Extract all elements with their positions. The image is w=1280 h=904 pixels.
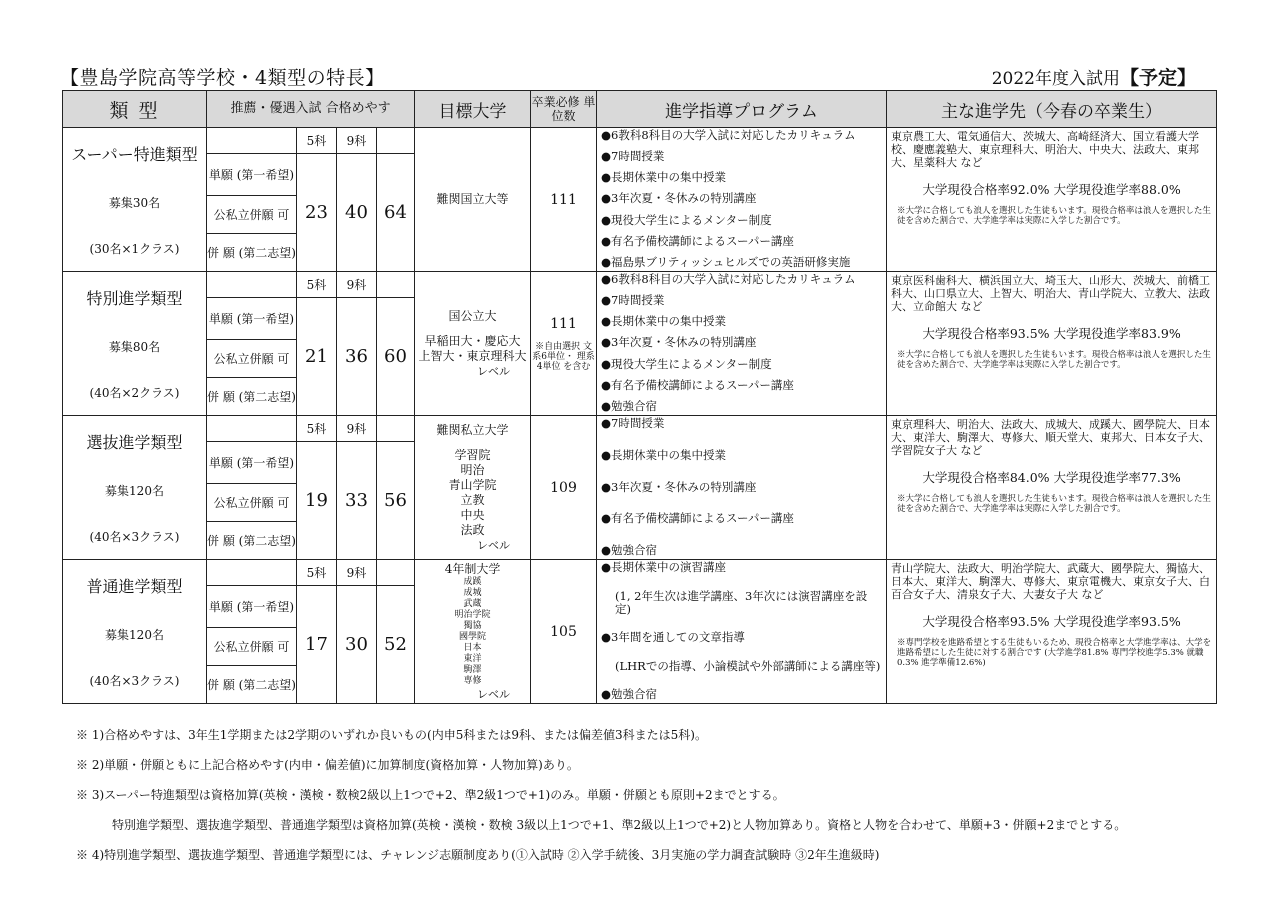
units-cell <box>531 560 597 704</box>
destinations-cell <box>887 560 1217 704</box>
target-university: 早稲田大・慶応大 <box>424 333 521 348</box>
program-cell <box>597 416 887 560</box>
target-university: 國學院 <box>459 631 487 642</box>
score-dev: 60 <box>377 298 415 416</box>
page-title: 【豊島学院高等学校・4類型の特長】 <box>60 67 385 89</box>
rate-note: ※大学に合格しても浪人を選択した生徒もいます。現役合格率は浪人を選択した生徒を含めた割合で、大学進学率は実際に入学した割合です。 <box>897 494 1211 514</box>
program-item: ●福島県ブリティッシュヒルズでの英語研修実施 <box>601 254 851 269</box>
program-item: ●長期休業中の集中授業 <box>601 447 727 462</box>
app-combined: 併 願 (第二志望) <box>207 522 297 560</box>
pass-rate: 大学現役合格率93.5% 大学現役進学率83.9% <box>922 326 1181 341</box>
app-combined: 併 願 (第二志望) <box>207 234 297 272</box>
rate-note: ※大学に合格しても浪人を選択した生徒もいます。現役合格率は浪人を選択した生徒を含めた割合で、大学進学率は実際に入学した割合です。 <box>897 350 1211 370</box>
destinations-list: 東京医科歯科大、横浜国立大、埼玉大、山形大、茨城大、前橋工科大、山口県立大、上智大、明治大、青山学院大、立教大、法政大、立命館大 など <box>891 274 1211 313</box>
app-single: 単願 (第一希望) <box>207 154 297 196</box>
target-university: 成蹊 <box>463 576 482 587</box>
program-item: ●有名予備校講師によるスーパー講座 <box>601 377 794 392</box>
blank-cell <box>207 128 297 154</box>
rate-note: ※専門学校を進路希望とする生徒もいるため、現役合格率と大学進学率は、大学を進路希望にした生徒に対する割合です (大学進学81.8% 専門学校進学5.3% 就職0.3% 進学準備12.6%) <box>897 638 1212 668</box>
program-item: ●勉強合宿 <box>601 398 658 413</box>
program-item: ●3年次夏・冬休みの特別講座 <box>601 479 757 494</box>
footnote: ※ 2)単願・併願ともに上記合格めやす(内申・偏差値)に加算制度(資格加算・人物加算)あり。 <box>76 758 579 772</box>
target-university: 4年制大学 <box>444 561 501 576</box>
footnote: ※ 4)特別進学類型、選抜進学類型、普通進学類型には、チャレンジ志願制度あり(①入試時 ②入学手続後、3月実施の学力調査試験時 ③2年生進級時) <box>76 848 880 862</box>
target-university: 明治学院 <box>454 609 491 620</box>
app-single: 単願 (第一希望) <box>207 442 297 484</box>
blank-cell <box>207 560 297 586</box>
course-type-cell <box>63 560 207 704</box>
header-target: 目標大学 <box>415 91 531 128</box>
course-name: 特別進学類型 <box>86 289 183 309</box>
header-criteria: 推薦・優遇入試 合格めやす <box>207 91 415 128</box>
program-item: ●7時間授業 <box>601 149 665 164</box>
footnote: ※ 3)スーパー特進類型は資格加算(英検・漢検・数検2級以上1つで+2、準2級1つで+1)のみ。単願・併願とも原則+2までとする。 <box>76 788 785 802</box>
score-s5: 19 <box>297 442 337 560</box>
program-item: ●3年間を通しての文章指導 <box>601 630 745 644</box>
target-university: 法政 <box>460 522 485 537</box>
target-university: 難関私立大学 <box>436 422 509 437</box>
program-item: ●3年次夏・冬休みの特別講座 <box>601 335 757 350</box>
footnote: 特別進学類型、選抜進学類型、普通進学類型は資格加算(英検・漢検・数検 3級以上1つで+1、準2級以上1つで+2)と人物加算あり。資格と人物を合わせて、単願+3・併願+2までとする。 <box>112 818 1127 832</box>
score-s9: 36 <box>337 298 377 416</box>
subtitle-year: 2022年度入試用 <box>991 69 1120 89</box>
target-university: 難関国立大等 <box>436 192 509 206</box>
score-s5: 23 <box>297 154 337 272</box>
course-row <box>63 560 1217 586</box>
target-university: 武蔵 <box>463 598 482 609</box>
program-cell <box>597 560 887 704</box>
target-university: 日本 <box>463 642 482 653</box>
program-item: ●長期休業中の集中授業 <box>601 314 727 329</box>
page-subtitle <box>992 63 1196 90</box>
program-item: (1, 2年生次は進学講座、3年次には演習講座を設定) <box>615 588 868 616</box>
score-s9: 30 <box>337 586 377 704</box>
program-item: ●現役大学生によるメンター制度 <box>601 356 772 371</box>
blank-cell <box>377 128 415 154</box>
score-s5: 17 <box>297 586 337 704</box>
target-university: 国公立大 <box>448 308 497 323</box>
course-classes: (40名×2クラス) <box>89 385 180 400</box>
units-note: ※自由選択 文系6単位・ 理系4単位 を含む <box>532 341 595 372</box>
score-dev: 52 <box>377 586 415 704</box>
program-item: ●勉強合宿 <box>601 687 658 701</box>
blank-cell <box>377 560 415 586</box>
app-public: 公私立併願 可 <box>207 628 297 666</box>
destinations-cell <box>887 128 1217 272</box>
target-university: 東洋 <box>463 653 482 664</box>
course-name: スーパー特進類型 <box>71 145 198 165</box>
destinations-cell <box>887 416 1217 560</box>
app-single: 単願 (第一希望) <box>207 298 297 340</box>
subject-9-label: 9科 <box>337 128 377 154</box>
app-public: 公私立併願 可 <box>207 340 297 378</box>
blank-cell <box>207 416 297 442</box>
app-public: 公私立併願 可 <box>207 484 297 522</box>
course-row <box>63 416 1217 442</box>
program-item: ●6教科8科目の大学入試に対応したカリキュラム <box>601 272 856 286</box>
program-item: ●6教科8科目の大学入試に対応したカリキュラム <box>601 128 856 142</box>
header-type: 類 型 <box>63 91 207 128</box>
course-row <box>63 128 1217 154</box>
app-combined: 併 願 (第二志望) <box>207 378 297 416</box>
course-recruit: 募集30名 <box>108 195 161 210</box>
program-item: ●現役大学生によるメンター制度 <box>601 212 772 227</box>
blank-cell <box>207 272 297 298</box>
target-university: 学習院 <box>454 447 491 462</box>
program-item: ●有名予備校講師によるスーパー講座 <box>601 233 794 248</box>
target-university: 専修 <box>463 675 482 686</box>
score-s9: 33 <box>337 442 377 560</box>
target-university: 成城 <box>463 587 482 598</box>
course-name: 普通進学類型 <box>86 577 183 597</box>
target-university: 立教 <box>460 492 485 507</box>
course-row <box>63 272 1217 298</box>
target-university: 中央 <box>460 507 485 522</box>
rate-note: ※大学に合格しても浪人を選択した生徒もいます。現役合格率は浪人を選択した生徒を含めた割合で、大学進学率は実際に入学した割合です。 <box>897 206 1211 226</box>
subtitle-tag: 【予定】 <box>1119 67 1196 89</box>
score-s9: 40 <box>337 154 377 272</box>
header-units: 卒業必修 単位数 <box>531 91 597 128</box>
course-type-cell <box>63 272 207 416</box>
target-level: レベル <box>477 364 511 378</box>
pass-rate: 大学現役合格率84.0% 大学現役進学率77.3% <box>922 470 1181 485</box>
subject-5-label: 5科 <box>297 128 337 154</box>
units-value: 111 <box>550 315 577 332</box>
subject-5-label: 5科 <box>297 560 337 586</box>
subject-5-label: 5科 <box>297 272 337 298</box>
units-value: 109 <box>550 479 577 496</box>
units-value: 111 <box>550 191 577 208</box>
program-item: (LHRでの指導、小論模試や外部講師による講座等) <box>615 658 881 673</box>
program-item: ●勉強合宿 <box>601 543 658 557</box>
program-item: ●7時間授業 <box>601 293 665 308</box>
target-level: レベル <box>477 538 511 552</box>
subject-9-label: 9科 <box>337 272 377 298</box>
program-item: ●7時間授業 <box>601 416 665 430</box>
program-item: ●長期休業中の演習講座 <box>601 560 727 574</box>
app-combined: 併 願 (第二志望) <box>207 666 297 704</box>
course-name: 選抜進学類型 <box>86 433 183 453</box>
program-item: ●有名予備校講師によるスーパー講座 <box>601 511 794 526</box>
course-table <box>62 90 1217 704</box>
units-cell <box>531 416 597 560</box>
footnotes <box>76 720 1126 870</box>
header-destinations: 主な進学先（今春の卒業生） <box>887 91 1217 128</box>
blank-cell <box>377 272 415 298</box>
subject-9-label: 9科 <box>337 416 377 442</box>
course-recruit: 募集120名 <box>105 483 164 498</box>
program-cell <box>597 128 887 272</box>
target-level: レベル <box>477 687 511 701</box>
target-university: 獨協 <box>463 620 482 631</box>
target-university-cell <box>415 128 531 272</box>
score-dev: 64 <box>377 154 415 272</box>
app-public: 公私立併願 可 <box>207 196 297 234</box>
footnote: ※ 1)合格めやすは、3年生1学期または2学期のいずれか良いもの(内申5科または9科、または偏差値3科または5科)。 <box>76 728 707 742</box>
target-university-cell <box>415 416 531 560</box>
table-header <box>63 91 1217 128</box>
course-type-cell <box>63 416 207 560</box>
units-cell <box>531 272 597 416</box>
target-university: 明治 <box>460 462 485 477</box>
target-university: 駒澤 <box>463 664 482 675</box>
destinations-list: 青山学院大、法政大、明治学院大、武蔵大、國學院大、獨協大、日本大、東洋大、駒澤大、専修大、東京電機大、東京女子大、白百合女子大、清泉女子大、大妻女子大 など <box>891 562 1211 601</box>
program-item: ●3年次夏・冬休みの特別講座 <box>601 191 757 206</box>
target-university-cell <box>415 560 531 704</box>
target-university-cell <box>415 272 531 416</box>
program-cell <box>597 272 887 416</box>
subject-9-label: 9科 <box>337 560 377 586</box>
course-classes: (40名×3クラス) <box>89 529 180 544</box>
destinations-cell <box>887 272 1217 416</box>
blank-cell <box>377 416 415 442</box>
target-university: 青山学院 <box>448 477 497 492</box>
program-item: ●長期休業中の集中授業 <box>601 170 727 185</box>
course-type-cell <box>63 128 207 272</box>
subject-5-label: 5科 <box>297 416 337 442</box>
score-dev: 56 <box>377 442 415 560</box>
course-recruit: 募集120名 <box>105 627 164 642</box>
score-s5: 21 <box>297 298 337 416</box>
target-university: 上智大・東京理科大 <box>418 348 527 363</box>
pass-rate: 大学現役合格率92.0% 大学現役進学率88.0% <box>922 182 1181 197</box>
units-value: 105 <box>550 623 577 640</box>
header-program: 進学指導プログラム <box>597 91 887 128</box>
destinations-list: 東京理科大、明治大、法政大、成城大、成蹊大、國學院大、日本大、東洋大、駒澤大、専修大、順天堂大、東邦大、日本女子大、学習院女子大 など <box>891 418 1211 457</box>
app-single: 単願 (第一希望) <box>207 586 297 628</box>
course-recruit: 募集80名 <box>108 339 161 354</box>
units-cell <box>531 128 597 272</box>
pass-rate: 大学現役合格率93.5% 大学現役進学率93.5% <box>922 614 1181 629</box>
destinations-list: 東京農工大、電気通信大、茨城大、高崎経済大、国立看護大学校、慶應義塾大、東京理科大、明治大、中央大、法政大、東邦大、星薬科大 など <box>891 130 1200 169</box>
course-classes: (40名×3クラス) <box>89 673 180 688</box>
course-classes: (30名×1クラス) <box>89 241 180 256</box>
